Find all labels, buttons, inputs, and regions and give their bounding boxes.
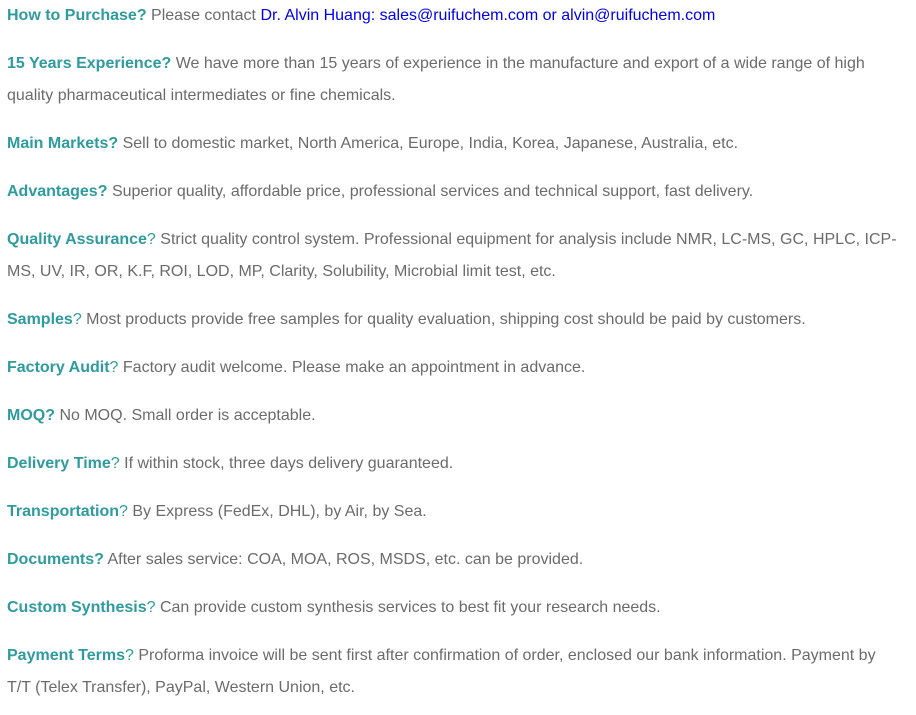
faq-question-label: Delivery Time xyxy=(7,455,111,472)
faq-question-mark: ? xyxy=(161,55,172,72)
faq-question-mark: ? xyxy=(109,359,119,376)
faq-answer-text: By Express (FedEx, DHL), by Air, by Sea. xyxy=(132,503,427,520)
faq-question-mark: ? xyxy=(97,183,108,200)
faq-item xyxy=(7,640,902,704)
faq-item xyxy=(7,496,902,528)
faq-question-label: Main Markets xyxy=(7,135,109,152)
faq-question-mark: ? xyxy=(108,135,119,152)
faq-question-mark: ? xyxy=(136,7,147,24)
faq-item xyxy=(7,592,902,624)
faq-answer-text: If within stock, three days delivery guaranteed. xyxy=(124,455,454,472)
faq-answer-text: After sales service: COA, MOA, ROS, MSDS, etc. can be provided. xyxy=(107,551,584,568)
faq-question-label: Custom Synthesis xyxy=(7,599,147,616)
faq-question-mark: ? xyxy=(72,311,82,328)
faq-question-label: MOQ xyxy=(7,407,46,424)
faq-item xyxy=(7,176,902,208)
faq-item xyxy=(7,48,902,112)
faq-item xyxy=(7,352,902,384)
faq-item xyxy=(7,400,902,432)
faq-question-mark: ? xyxy=(119,503,128,520)
faq-answer-text: We have more than 15 years of experience in the manufacture and export of a wide range of high quality pharmaceutical intermediates or fine chemicals. xyxy=(7,55,865,104)
faq-question-mark: ? xyxy=(124,647,134,664)
faq-answer-text: Sell to domestic market, North America, Europe, India, Korea, Japanese, Australia, etc. xyxy=(122,135,739,152)
faq-question-mark: ? xyxy=(110,455,120,472)
faq-question-label: How to Purchase xyxy=(7,7,137,24)
faq-item xyxy=(7,0,902,32)
faq-item xyxy=(7,448,902,480)
faq-question-label: Factory Audit xyxy=(7,359,110,376)
faq-question-mark: ? xyxy=(146,231,156,248)
faq-answer-text: Strict quality control system. Professional equipment for analysis include NMR, LC-MS, GC, HPLC, ICP-MS, UV, IR, OR, K.F, ROI, LOD, MP, Clarity, Solubility, Microbial limit test, etc. xyxy=(7,231,897,280)
faq-list xyxy=(7,0,902,704)
faq-question-label: Payment Terms xyxy=(7,647,125,664)
faq-item xyxy=(7,128,902,160)
faq-answer-text: Most products provide free samples for quality evaluation, shipping cost should be paid by customers. xyxy=(86,311,806,328)
faq-item xyxy=(7,224,902,288)
faq-answer-text: Factory audit welcome. Please make an appointment in advance. xyxy=(122,359,586,376)
faq-answer-text: No MOQ. Small order is acceptable. xyxy=(59,407,316,424)
faq-question-mark: ? xyxy=(146,599,156,616)
faq-question-label: Quality Assurance xyxy=(7,231,147,248)
faq-question-label: Documents xyxy=(7,551,95,568)
faq-answer-text: Superior quality, affordable price, professional services and technical support, fast delivery. xyxy=(111,183,754,200)
faq-item xyxy=(7,304,902,336)
faq-item xyxy=(7,544,902,576)
faq-answer-text: Proforma invoice will be sent first after confirmation of order, enclosed our bank information. Payment by T/T (Telex Transfer), PayPal, Western Union, etc. xyxy=(7,647,876,696)
faq-question-label: 15 Years Experience xyxy=(7,55,162,72)
faq-question-label: Transportation xyxy=(7,503,120,520)
faq-question-label: Samples xyxy=(7,311,73,328)
faq-question-mark: ? xyxy=(45,407,55,424)
faq-question-mark: ? xyxy=(94,551,104,568)
faq-answer-text: Can provide custom synthesis services to best fit your research needs. xyxy=(159,599,661,616)
contact-email-link[interactable]: Dr. Alvin Huang: sales@ruifuchem.com or alvin@ruifuchem.com xyxy=(260,7,716,24)
faq-question-label: Advantages xyxy=(7,183,98,200)
faq-answer-text: Please contact xyxy=(151,7,261,24)
